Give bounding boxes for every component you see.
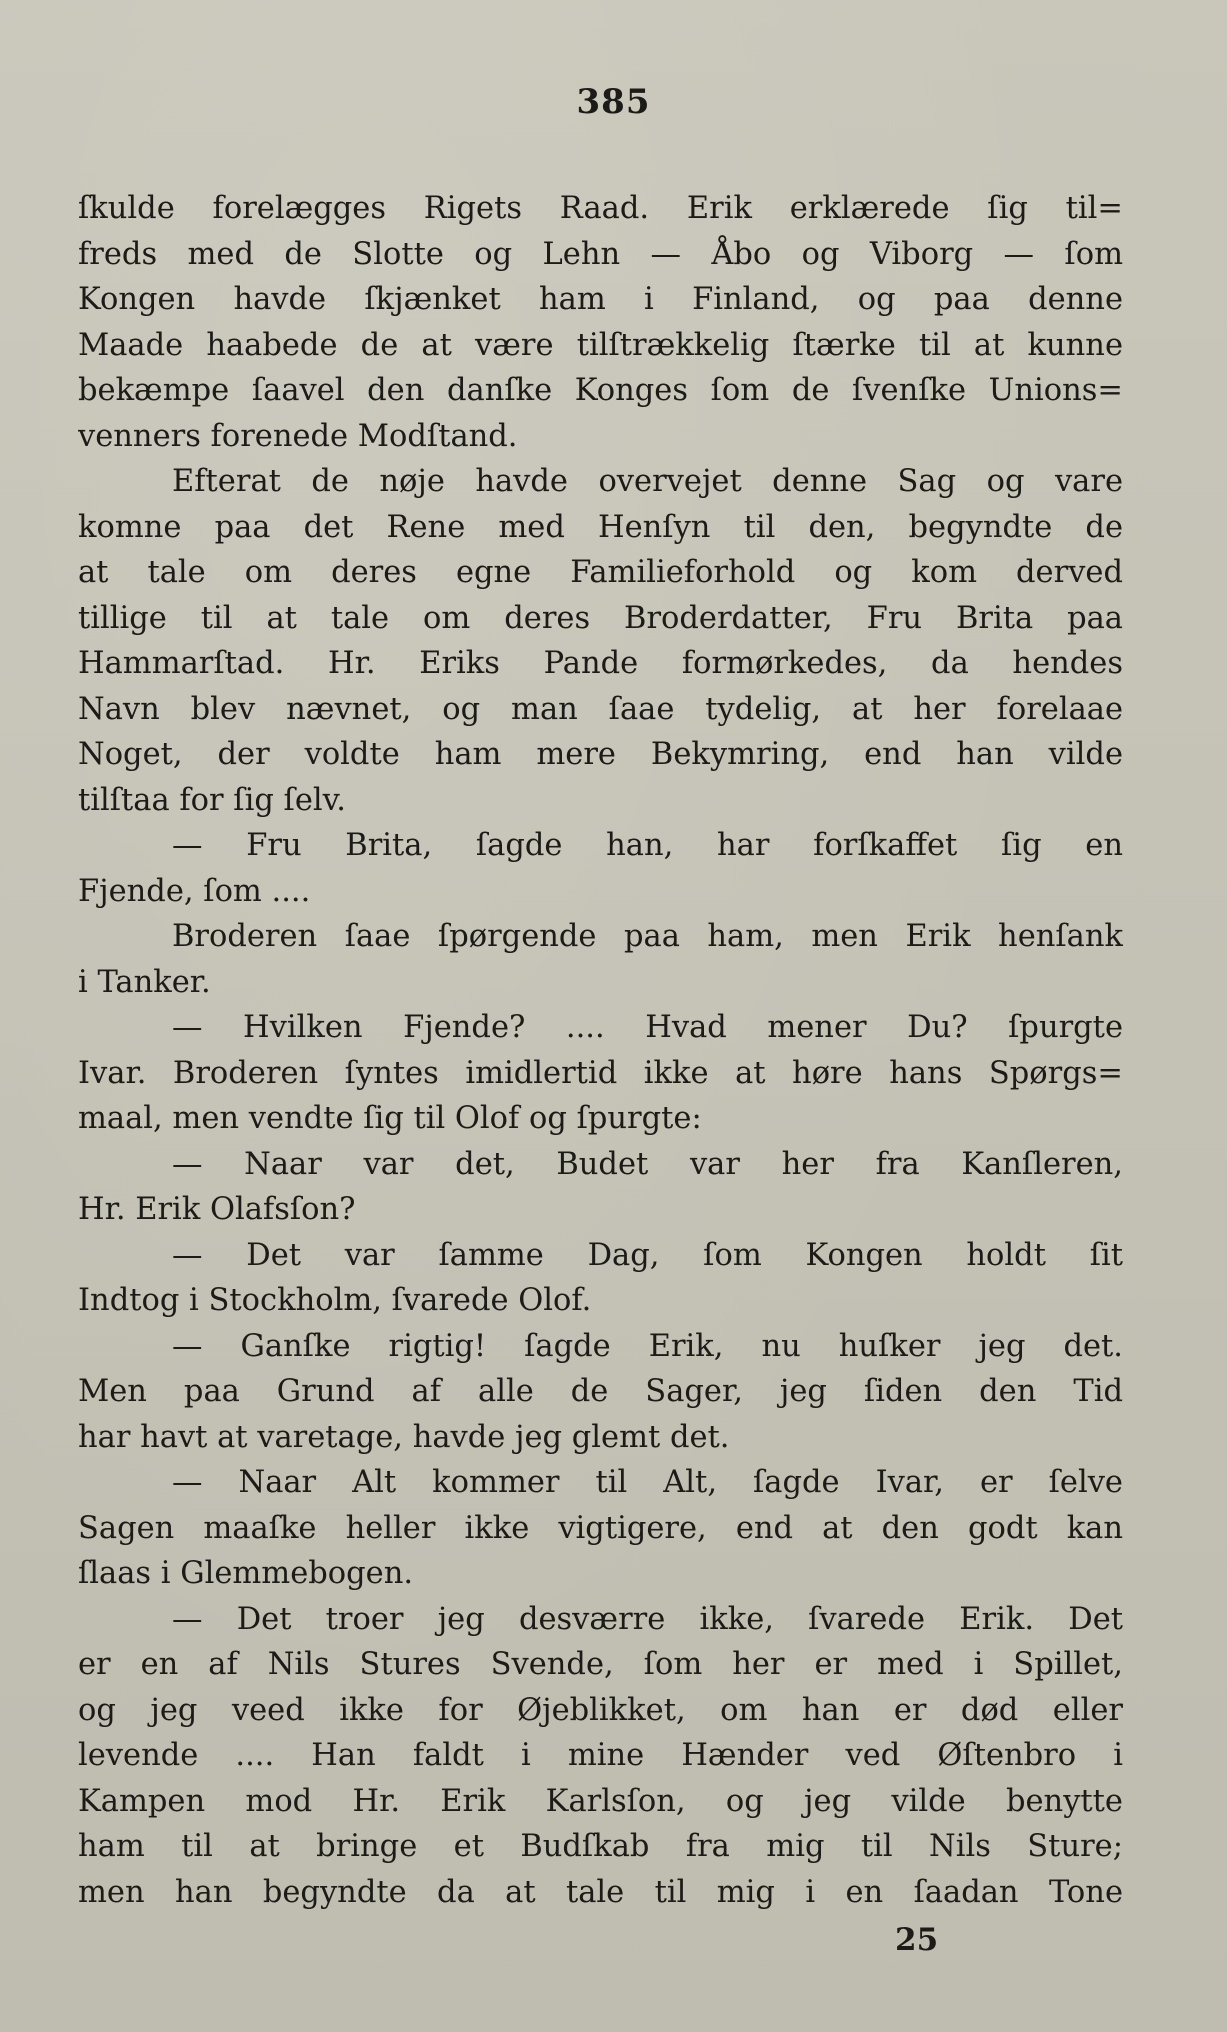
- text-line: tillige til at tale om deres Broderdatter, Fru Brita paa: [78, 600, 1123, 636]
- text-line: er en af Nils Stures Svende, ſom her er med i Spillet,: [78, 1647, 1123, 1682]
- signature-mark: 25: [895, 1922, 939, 1958]
- text-line: at tale om deres egne Familieforhold og kom derved: [78, 555, 1123, 590]
- text-line: freds med de Slotte og Lehn — Åbo og Viborg — ſom: [78, 236, 1123, 272]
- text-line: — Ganſke rigtig! ſagde Erik, nu huſker jeg det.: [172, 1328, 1123, 1364]
- text-line: Maade haabede de at være tilſtrækkelig ſtærke til at kunne: [78, 327, 1123, 363]
- text-line: Efterat de nøje havde overvejet denne Sag og vare: [172, 464, 1123, 499]
- text-line: Kampen mod Hr. Erik Karlsſon, og jeg vilde benytte: [78, 1783, 1123, 1819]
- text-line: Kongen havde ſkjænket ham i Finland, og paa denne: [78, 282, 1123, 317]
- text-line: Noget, der voldte ham mere Bekymring, end han vilde: [78, 737, 1123, 772]
- text-line: Indtog i Stockholm, ſvarede Olof.: [78, 1283, 592, 1318]
- text-line: ſkulde forelægges Rigets Raad. Erik erklærede ſig til=: [78, 191, 1123, 226]
- text-line: men han begyndte da at tale til mig i en ſaadan Tone: [78, 1874, 1123, 1910]
- text-line: — Det var ſamme Dag, ſom Kongen holdt ſit: [172, 1237, 1123, 1273]
- text-line: bekæmpe ſaavel den danſke Konges ſom de ſvenſke Unions=: [78, 373, 1123, 408]
- text-line: og jeg veed ikke for Øjeblikket, om han er død eller: [78, 1692, 1123, 1728]
- text-line: Sagen maaſke heller ikke vigtigere, end at den godt kan: [78, 1510, 1123, 1546]
- text-line: komne paa det Rene med Henſyn til den, begyndte de: [78, 509, 1123, 545]
- text-line: Hammarſtad. Hr. Eriks Pande formørkedes, da hendes: [78, 646, 1123, 681]
- text-line: har havt at varetage, havde jeg glemt det.: [78, 1419, 730, 1455]
- text-line: ham til at bringe et Budſkab fra mig til Nils Sture;: [78, 1829, 1123, 1864]
- text-line: Fjende, ſom ....: [78, 873, 311, 909]
- page-number: 385: [576, 82, 651, 122]
- text-line: — Naar Alt kommer til Alt, ſagde Ivar, er ſelve: [172, 1465, 1123, 1500]
- text-line: Navn blev nævnet, og man ſaae tydelig, at her forelaae: [78, 691, 1123, 727]
- body-text: [78, 186, 1123, 1915]
- text-line: i Tanker.: [78, 964, 211, 1000]
- text-line: levende .... Han faldt i mine Hænder ved Øſtenbro i: [78, 1738, 1123, 1773]
- text-line: — Fru Brita, ſagde han, har forſkaffet ſig en: [172, 828, 1123, 863]
- text-line: — Det troer jeg desværre ikke, ſvarede Erik. Det: [172, 1601, 1123, 1637]
- text-line: — Hvilken Fjende? .... Hvad mener Du? ſpurgte: [172, 1010, 1123, 1045]
- text-line: ſlaas i Glemmebogen.: [78, 1556, 414, 1591]
- text-line: Men paa Grund af alle de Sager, jeg ſiden den Tid: [78, 1374, 1123, 1409]
- text-line: venners forenede Modſtand.: [78, 418, 518, 454]
- text-line: — Naar var det, Budet var her fra Kanſleren,: [172, 1146, 1123, 1182]
- text-line: Hr. Erik Olafsſon?: [78, 1192, 356, 1227]
- text-line: Ivar. Broderen ſyntes imidlertid ikke at høre hans Spørgs=: [78, 1055, 1123, 1091]
- text-line: tilſtaa for ſig ſelv.: [78, 782, 346, 818]
- text-line: Broderen ſaae ſpørgende paa ham, men Erik henſank: [172, 919, 1123, 954]
- text-line: maal, men vendte ſig til Olof og ſpurgte:: [78, 1101, 702, 1136]
